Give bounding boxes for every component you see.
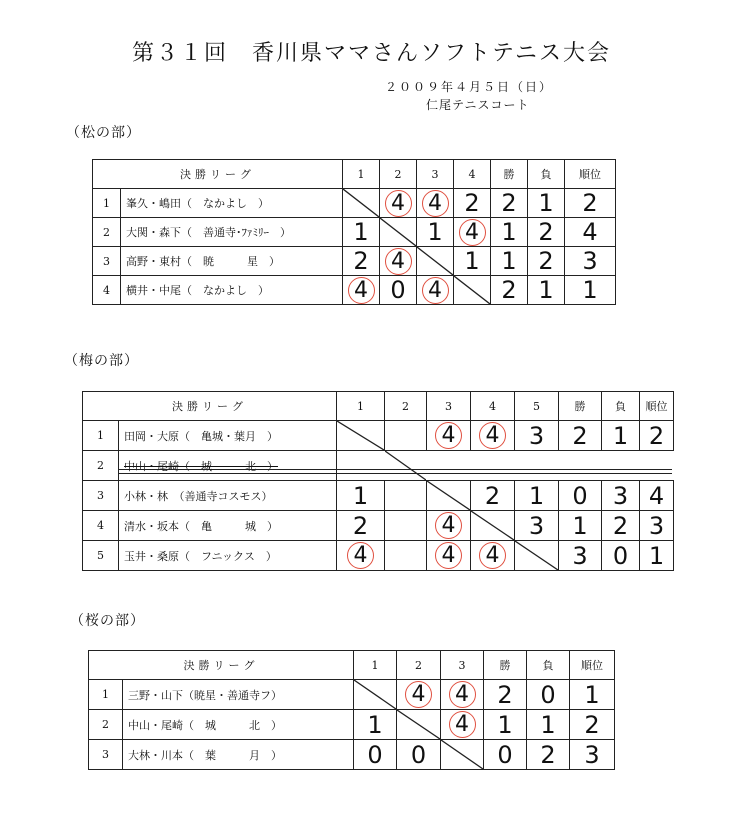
stat-cell [640,451,674,481]
match-score-cell [427,511,471,541]
stat-cell [602,421,640,451]
column-header-opponent: 4 [471,392,515,421]
score-value: 2 [353,247,369,275]
score-value: 2 [484,481,501,510]
score-value: 1 [367,710,383,739]
score-value: 2 [352,511,369,540]
stat-cell [491,218,528,247]
match-score-cell [441,740,484,770]
sakura-league-table [88,650,615,770]
section-label-ume: （梅の部） [64,353,139,369]
match-score-cell [515,511,559,541]
match-score-cell [385,481,427,511]
column-header-stat: 勝 [559,392,602,421]
column-header-opponent: 1 [354,651,397,680]
team-row [83,451,674,481]
column-header-opponent: 3 [417,160,454,189]
score-value: 2 [501,276,517,304]
team-name [121,218,343,247]
match-score-cell [385,421,427,451]
team-name-text: 高野・東村（ 暁 星 ） [126,255,280,268]
score-value: 2 [648,421,665,450]
score-value: 2 [540,740,556,769]
stat-cell [491,189,528,218]
match-score-cell [385,541,427,571]
column-header-stat: 勝 [491,160,528,189]
column-header-stat: 負 [528,160,565,189]
match-score-cell [417,218,454,247]
score-value: 0 [540,680,556,709]
matsu-league-table [92,159,616,305]
column-header-opponent: 4 [454,160,491,189]
match-score-cell [454,189,491,218]
column-header-opponent: 5 [515,392,559,421]
column-header-opponent: 2 [397,651,441,680]
score-value: 0 [367,740,383,769]
column-header-opponent: 2 [385,392,427,421]
stat-cell [484,710,527,740]
team-name [119,541,337,571]
team-row [89,710,615,740]
match-score-cell [427,481,471,511]
self-match-diagonal [471,511,514,540]
match-score-cell [471,451,515,481]
stat-cell [602,511,640,541]
circled-win-score: 4 [422,190,449,217]
match-score-cell [417,276,454,305]
score-value: 1 [352,481,369,510]
event-venue: 仁尾テニスコート [426,98,530,112]
match-score-cell [515,451,559,481]
self-match-diagonal [354,680,396,709]
team-row [89,680,615,710]
circled-win-score: 4 [435,542,462,569]
score-value: 3 [528,511,545,540]
match-score-cell [454,247,491,276]
team-name [119,421,337,451]
team-row [93,247,616,276]
stat-cell [602,481,640,511]
row-number: 2 [89,710,123,740]
withdrawn-row-strike [118,469,672,470]
circled-win-score: 4 [422,277,449,304]
team-row [83,541,674,571]
circled-win-score: 4 [405,681,432,708]
team-name-text: 大関・森下（ 善通寺･ﾌｧﾐﾘｰ ） [126,226,291,239]
self-match-diagonal [343,189,379,217]
score-value: 1 [648,541,665,570]
circled-win-score: 4 [347,542,374,569]
match-score-cell [417,247,454,276]
stat-cell [527,740,570,770]
team-name-text: 田岡・大原（ 亀城・葉月 ） [124,429,278,443]
stat-cell [602,451,640,481]
match-score-cell [380,276,417,305]
team-row [89,740,615,770]
score-value: 0 [612,541,629,570]
stat-cell [640,511,674,541]
circled-win-score: 4 [449,681,476,708]
match-score-cell [385,511,427,541]
circled-win-score: 4 [385,190,412,217]
match-score-cell [354,710,397,740]
score-value: 2 [497,680,513,709]
stat-cell [559,451,602,481]
match-score-cell [380,247,417,276]
score-value: 1 [582,276,598,304]
stat-cell [565,189,616,218]
column-header-opponent: 1 [337,392,385,421]
stat-cell [565,276,616,305]
column-header-stat: 順位 [570,651,615,680]
self-match-diagonal [397,710,440,739]
score-value: 1 [464,247,480,275]
match-score-cell [380,218,417,247]
column-header-stat: 負 [602,392,640,421]
match-score-cell [471,511,515,541]
match-score-cell [354,680,397,710]
self-match-diagonal [380,218,416,246]
stat-cell [527,680,570,710]
stat-cell [559,541,602,571]
score-value: 2 [538,218,554,246]
score-value: 0 [390,276,406,304]
row-number: 1 [83,421,119,451]
score-value: 2 [538,247,554,275]
stat-cell [559,481,602,511]
match-score-cell [343,189,380,218]
stat-cell [640,481,674,511]
team-name [119,481,337,511]
stat-cell [484,740,527,770]
team-name-text: 玉井・桑原（ フニックス ） [124,549,277,563]
score-value: 1 [538,276,554,304]
event-date: ２００９年４月５日（日） [385,80,554,94]
self-match-diagonal [385,451,426,480]
team-row [93,218,616,247]
section-label-sakura: （桜の部） [70,613,145,629]
team-name-text: 中山・尾崎（ 城 北 ） [128,718,282,732]
score-value: 0 [572,481,588,510]
column-header-opponent: 1 [343,160,380,189]
league-header-title: 決勝リーグ [83,392,337,421]
column-header-stat: 順位 [640,392,674,421]
match-score-cell [397,710,441,740]
match-score-cell [337,481,385,511]
stat-cell [570,680,615,710]
team-name [121,276,343,305]
circled-win-score: 4 [385,248,412,275]
row-number: 4 [93,276,121,305]
stat-cell [484,680,527,710]
team-name [121,189,343,218]
score-value: 2 [584,710,600,739]
match-score-cell [471,481,515,511]
row-number: 1 [93,189,121,218]
score-value: 1 [528,481,545,510]
score-value: 3 [528,421,545,450]
stat-cell [528,189,565,218]
score-value: 2 [464,189,480,217]
team-name-text: 三野・山下（暁星・善通寺フ） [128,688,282,702]
team-name-text: 中山・尾崎（ 城 北 ） [124,459,278,473]
match-score-cell [427,541,471,571]
league-header-title: 決勝リーグ [89,651,354,680]
section-label-matsu: （松の部） [66,125,141,141]
team-name [123,680,354,710]
stat-cell [570,740,615,770]
stat-cell [570,710,615,740]
score-value: 3 [582,247,598,275]
circled-win-score: 4 [479,542,506,569]
score-value: 1 [540,710,556,739]
match-score-cell [343,276,380,305]
team-name [123,710,354,740]
row-number: 5 [83,541,119,571]
stat-cell [491,247,528,276]
match-score-cell [515,421,559,451]
score-value: 0 [497,740,513,769]
match-score-cell [515,481,559,511]
circled-win-score: 4 [435,422,462,449]
team-name [121,247,343,276]
team-name-text: 小林・林 （善通寺コスモス） [124,489,273,503]
circled-win-score: 4 [348,277,375,304]
match-score-cell [397,680,441,710]
score-value: 1 [612,421,629,450]
team-name [123,740,354,770]
match-score-cell [397,740,441,770]
score-value: 2 [572,421,588,450]
circled-win-score: 4 [449,711,476,738]
self-match-diagonal [427,481,470,510]
team-row [93,189,616,218]
match-score-cell [343,247,380,276]
circled-win-score: 4 [459,219,486,246]
score-value: 1 [501,247,517,275]
stat-cell [491,276,528,305]
team-name-text: 峯久・嶋田（ なかよし ） [126,197,269,210]
score-value: 3 [648,511,665,540]
self-match-diagonal [454,276,490,304]
stat-cell [640,421,674,451]
self-match-diagonal [515,541,558,570]
match-score-cell [515,541,559,571]
row-number: 4 [83,511,119,541]
row-number: 1 [89,680,123,710]
stat-cell [528,247,565,276]
match-score-cell [380,189,417,218]
circled-win-score: 4 [479,422,506,449]
row-number: 3 [89,740,123,770]
stat-cell [559,511,602,541]
match-score-cell [441,680,484,710]
score-value: 2 [612,511,629,540]
stat-cell [528,218,565,247]
match-score-cell [441,710,484,740]
stat-cell [602,541,640,571]
column-header-stat: 勝 [484,651,527,680]
withdrawn-row-strike [118,473,672,474]
match-score-cell [454,218,491,247]
league-header-title: 決勝リーグ [93,160,343,189]
match-score-cell [343,218,380,247]
match-score-cell [427,421,471,451]
stat-cell [559,421,602,451]
score-value: 1 [501,218,517,246]
score-value: 3 [572,541,588,570]
team-name-text: 清水・坂本（ 亀 城 ） [124,519,278,533]
score-value: 4 [582,218,598,246]
score-value: 1 [427,218,443,246]
match-score-cell [454,276,491,305]
self-match-diagonal [337,421,384,450]
page-title: 第３１回 香川県ママさんソフトテニス大会 [131,41,612,66]
score-value: 3 [584,740,600,769]
team-row [93,276,616,305]
stat-cell [527,710,570,740]
score-value: 2 [582,189,598,217]
score-value: 2 [501,189,517,217]
match-score-cell [417,189,454,218]
column-header-opponent: 3 [427,392,471,421]
column-header-opponent: 2 [380,160,417,189]
match-score-cell [337,541,385,571]
match-score-cell [337,451,385,481]
match-score-cell [471,421,515,451]
row-number: 3 [93,247,121,276]
row-number: 2 [93,218,121,247]
score-value: 4 [648,481,665,510]
match-score-cell [337,421,385,451]
team-name [119,451,337,481]
stat-cell [528,276,565,305]
score-value: 1 [572,511,588,540]
stat-cell [640,541,674,571]
score-value: 1 [584,680,600,709]
team-row [83,481,674,511]
self-match-diagonal [417,247,453,275]
team-row [83,511,674,541]
stat-cell [565,247,616,276]
ume-league-table [82,391,674,571]
circled-win-score: 4 [435,512,462,539]
column-header-stat: 順位 [565,160,616,189]
column-header-opponent: 3 [441,651,484,680]
score-value: 1 [538,189,554,217]
team-name-text: 横井・中尾（ なかよし ） [126,284,269,297]
row-number: 2 [83,451,119,481]
match-score-cell [471,541,515,571]
score-value: 1 [497,710,513,739]
match-score-cell [354,740,397,770]
score-value: 0 [410,740,427,769]
self-match-diagonal [441,740,483,769]
team-name-text: 大林・川本（ 葉 月 ） [128,748,282,762]
match-score-cell [427,451,471,481]
score-value: 3 [612,481,629,510]
match-score-cell [385,451,427,481]
team-row [83,421,674,451]
match-score-cell [337,511,385,541]
stat-cell [565,218,616,247]
team-name [119,511,337,541]
row-number: 3 [83,481,119,511]
score-value: 1 [353,218,369,246]
column-header-stat: 負 [527,651,570,680]
